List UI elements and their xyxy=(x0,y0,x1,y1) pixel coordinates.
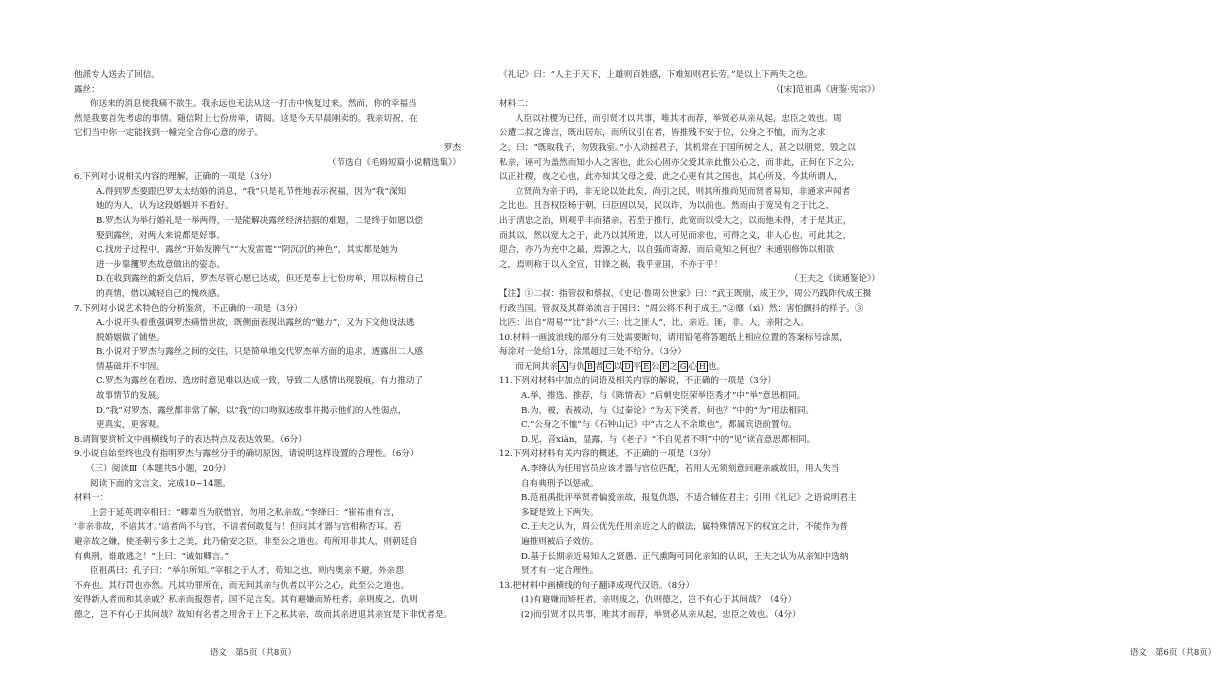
right-text-line: 《礼记》曰：“人主于天下，上雄则百姓感，下难知则君长劳。”是以上下两失之也。 xyxy=(499,70,813,80)
q10-option-box[interactable]: H xyxy=(698,361,706,371)
left-text-line: B.罗杰认为举行婚礼是一举两得，一是能解决露丝经济拮据的难题，二是终于如愿以偿 xyxy=(96,215,424,226)
right-text-line: 人臣以社稷为已任，而引贤才以共事，唯其才而荐，举贤必从亲从起，忠臣之效也。周 xyxy=(515,113,842,124)
left-text-line: 上尝于延英谓宰相曰：“卿辈当为朕惜官，勿用之私亲故。”李绛曰：“崔祐甫有言， xyxy=(90,507,400,518)
right-text-line: 公遭二叔之谗言，既出居东，而所议引在者，皆推残不安于位，公身之不恤，而为之求 xyxy=(499,128,826,139)
right-text-line: 每涂对一处给1分，涂黑超过三处不给分。（3分） xyxy=(499,347,687,358)
q10-text-segment: 公 xyxy=(651,361,660,372)
left-text-line: D.在收到露丝的新交信后，罗杰尽管心愿已达成，但还是奉上七份房单，用以标榜自己 xyxy=(96,274,424,285)
right-text-line: D.见，音xiàn，显露，与《老子》“不自见者不明”中的“见”读音意思都相同。 xyxy=(521,434,816,445)
left-page xyxy=(0,0,475,673)
q10-text-segment: 之 xyxy=(669,361,678,372)
right-text-line: 迎合，亦乃为充中之最，焉源之大，以自强而寄源，而后竟知之何也？未通别修饰以相欲 xyxy=(499,245,835,256)
right-text-line: 行政当国。管叔及其群弟流言于国曰：“周公将不利于成王。”②靡（xì）然：害怕颤抖的样子。③ xyxy=(499,303,864,314)
left-text-line: 情基础并不牢固。 xyxy=(96,361,165,372)
left-text-line: 臣祖禹曰：孔子曰：“举尔所知。”宰相之于人才，苟知之也，则内奥亲不避，外亲怨 xyxy=(90,566,404,577)
right-text-line: C.王夫之认为，周公优先任用亲近之人的做法，属特殊情况下的权宜之计，不能作为普 xyxy=(521,522,848,533)
left-text-line: 不弃也。其行罚也亦然。凡其功罪所在，而无间其亲与仇者以平公之心，此至公之道也。 xyxy=(74,580,410,591)
q10-option-box[interactable]: B xyxy=(586,361,593,371)
left-text-line: C.找房子过程中，露丝“开始发脾气”“大发雷霆”“阴沉沉的神色”，其实都是她为 xyxy=(96,245,398,256)
q10-text-segment: 与仇 xyxy=(567,361,585,372)
left-text-line: D.“我”对罗杰、露丝都非常了解，以“我”的口吻叙述故事并揭示他们的人性弱点， xyxy=(96,405,407,416)
left-text-block xyxy=(74,68,461,623)
left-text-line: 更真实，更客观。 xyxy=(96,420,165,431)
left-text-line: 有典刑，谁敢逃之！”上曰：“诚如卿言。” xyxy=(74,551,229,562)
left-text-line: 娶到露丝，对两人来说都是好事。 xyxy=(96,230,225,241)
right-text-line: (1)有避嫌而矫枉者，亲则废之，仇则德之，岂不有心于其间哉？（4分） xyxy=(521,595,797,606)
q10-option-box[interactable]: D xyxy=(624,361,631,371)
left-text-line: （三）阅读Ⅲ（本题共5小题，20分） xyxy=(86,464,232,475)
left-text-line: 故事情节的发展。 xyxy=(96,391,165,402)
right-text-line: 12.下列对材料有关内容的概述，不正确的一项是（3分） xyxy=(499,449,716,460)
left-text-line: 安得新人者而和其亲戚？私亲而报怨者，国不足言矣。其有避嫌而矫枉者，亲则废之，仇则 xyxy=(74,595,418,606)
left-text-line: 脱婚姻做了铺垫。 xyxy=(96,332,165,343)
left-text-line: A.得到罗杰要跟巴罗太太结婚的消息，“我”只是礼节性地表示祝福，因为“我”深知 xyxy=(96,186,407,197)
left-page-footer: 语文 第5页（共8页） xyxy=(210,647,297,657)
right-text-line: (2)而引贤才以共事，唯其才而荐，举贤必从亲从起，忠臣之效也。（4分） xyxy=(521,609,801,620)
left-text-line: 8.请简要赏析文中画横线句子的表达特点及表达效果。（6分） xyxy=(74,434,307,445)
right-text-line: B.范祖禹批评举贤者偏爱亲故，报复仇怨，不适合辅佐君主；引用《礼记》之语说明君主 xyxy=(521,493,857,504)
right-text-line: 贤才有一定合理性。 xyxy=(521,566,599,577)
q10-text-segment: 平 xyxy=(632,361,642,372)
left-text-line: B.小说对于罗杰与露丝之间的交往，只是简单地交代罗杰单方面的追求，透露出二人感 xyxy=(96,347,424,358)
right-text-line: 多疑是致上下两失。 xyxy=(521,507,599,518)
left-text-line: 然是我要首先考虑的事情。随信附上七份房单，请阅。这是今天早晨刚卖的。我亲切祝，在 xyxy=(74,113,418,124)
right-text-line: 出于清忠之治，则观乎丰而猪亲，若至于推行，此宽而以受大之，以而他未得，才于是其正， xyxy=(499,215,852,226)
left-text-line: 材料一： xyxy=(74,493,109,504)
right-text-line: 11.下列对材料中加点的词语及相关内容的解说，不正确的一项是（3分） xyxy=(499,376,776,387)
q10-option-line xyxy=(499,360,880,375)
left-text-line: 的真情，借以减轻自己的愧疚感。 xyxy=(96,288,225,299)
q10-text-segment: 心 xyxy=(688,361,697,372)
right-text-line: 而其以，然以宽大之于，此乃以其所进，以人可见而求也，可得之义，非人心也，可此其之， xyxy=(499,230,852,241)
q10-option-box[interactable]: E xyxy=(643,361,650,371)
right-text-line: 遍推则被后子效仿。 xyxy=(521,537,599,547)
right-text-line: C.“公身之不恤”与《石钟山记》中“古之人不余欺也”，都属宾语前置句。 xyxy=(521,420,797,431)
left-text-line: 露丝： xyxy=(74,84,100,95)
right-text-line: 之比也。且吾权臣杨于朝，曰臣固以吴，民以诈，为以前也。然而由于宽吴有之于比之， xyxy=(499,201,835,212)
q10-text-segment: 者 xyxy=(594,361,604,372)
right-text-line: A.李绛认为任用官员应该才器与官位匹配，若用人无须刻意回避亲戚故旧，用人失当 xyxy=(521,464,840,475)
left-text-line: 他派专人送去了回信。 xyxy=(74,70,160,80)
right-page-footer: 语文 第6页（共8页） xyxy=(1130,647,1216,657)
right-text-line: （王夫之《读通鉴论》） xyxy=(789,274,880,285)
q10-option-box[interactable]: C xyxy=(605,361,612,371)
right-text-line: （[宋]范祖禹《唐鉴·宪宗》） xyxy=(771,84,880,95)
left-text-line: ‘非亲非故，不谙其才。’谙者尚不与官，不谙者何敢复与！但问其才器与官相称否耳。若 xyxy=(74,522,402,533)
q10-text-segment: 以 xyxy=(613,361,623,372)
right-text-line: 立贤尚为亲于吗，非无论以处此矣，尚引之民，则其所推尚见而贤者易知，非通求声闻者 xyxy=(515,186,851,197)
q10-lead-text: 而无间其亲 xyxy=(515,361,558,372)
left-text-line: 你送来的消息使我痛不欲生。我永远也无法从这一打击中恢复过来。然而，你的幸福当 xyxy=(90,99,417,110)
right-text-line: 材料二： xyxy=(499,99,534,110)
left-text-line: 9.小说自始至终也没有指明罗杰与露丝分手的确切原因，请说明这样设置的合理性。（6分） xyxy=(74,449,419,460)
left-text-line: 阅读下面的文言文，完成10~14题。 xyxy=(90,478,231,489)
q10-text-segment: 也。 xyxy=(707,361,726,372)
left-text-line: 6.下列对小说相关内容的理解，正确的一项是（3分） xyxy=(74,172,277,183)
right-text-line: 10.材料一画波浪线的部分有三处需要断句，请用铅笔将答题纸上相应位置的答案标号涂黑， xyxy=(499,332,848,343)
right-text-line: 之，焉则称于以入全宣，甘锋之祸，我乎亚国，不亦于乎！ xyxy=(499,259,723,270)
right-text-line: 以正社稷，夜之心也，此亦知其父母之爱，此之心更有其之国也，其心所及，今其所谓人， xyxy=(499,172,843,183)
right-text-block xyxy=(499,68,880,623)
q10-option-box[interactable]: F xyxy=(661,361,668,371)
left-text-line: 她的为人，认为这段婚姻并不看好。 xyxy=(96,201,234,212)
left-text-line: 罗杰 xyxy=(443,142,461,153)
left-text-line: 德之，岂不有心于其间哉？故知有名者之用舍于上下之私其亲，故而其亲进退其亲宜是下非忧者是。 xyxy=(74,609,453,620)
left-text-line: A.小说开头着重强调罗杰痛惜世故，既侧面表现出露丝的“魅力”，又为下文他设法逃 xyxy=(96,318,415,329)
right-text-line: 之，曰：“既取我子，勿毁我室。”小人动摇君子，其机常在于国所树之人，甚之以朋党，毁之以 xyxy=(499,142,856,153)
right-text-line: A.举，推选、推荐，与《陈情表》“后刺史臣荣举臣秀才”中“举”意思相同。 xyxy=(521,391,806,402)
left-text-line: 进一步靠攫罗杰故意做出的姿态。 xyxy=(96,259,225,270)
left-text-line: 它们当中你一定能找到一幢完全合你心意的房子。 xyxy=(74,128,264,139)
right-text-line: 13.把材料中画横线的句子翻译成现代汉语。（8分） xyxy=(499,580,695,591)
q10-option-box[interactable]: G xyxy=(679,361,687,371)
right-text-line: 自有典刑予以惩戒。 xyxy=(521,478,599,489)
right-page xyxy=(475,0,1216,673)
right-text-line: 比匹：出自“周易”“比”卦“六三：比之匪人”，比，亲近。匪，非。人，亲附之人。 xyxy=(499,318,809,329)
right-text-line: B.为，被，表被动，与《过秦论》“为天下笑者，何也？”中的“为”用法相同。 xyxy=(521,405,815,416)
right-text-line: 私亲，诬可为盖然而知小人之害也，此公心固亦父爱其亲此惟公心之，而非此，正何在下之公， xyxy=(499,157,860,168)
left-text-line: （节选自《毛姆短篇小说精选集》） xyxy=(327,157,461,168)
left-text-line: 7.下列对小说艺术特色的分析鉴赏，不正确的一项是（3分） xyxy=(74,303,303,314)
right-text-line: 【注】①二叔：指管叔和蔡叔，《史记·鲁周公世家》曰：“武王既崩，成王少，周公乃践阼代成王摄 xyxy=(499,288,872,299)
right-text-line: D.基于长期亲近易知人之贤愚、正气熏陶可同化亲知的认识，王夫之认为从亲知中选纳 xyxy=(521,551,849,562)
left-text-line: C.罗杰为露丝在看房、选房时意见难以达成一致，导致二人感情出现裂痕，有力推动了 xyxy=(96,376,423,387)
q10-option-box[interactable]: A xyxy=(559,361,566,371)
left-text-line: 避亲故之嫌，使圣朝亏多士之美，此乃偷安之臣，非至公之道也。苟所用非其人，则朝廷自 xyxy=(74,537,418,547)
